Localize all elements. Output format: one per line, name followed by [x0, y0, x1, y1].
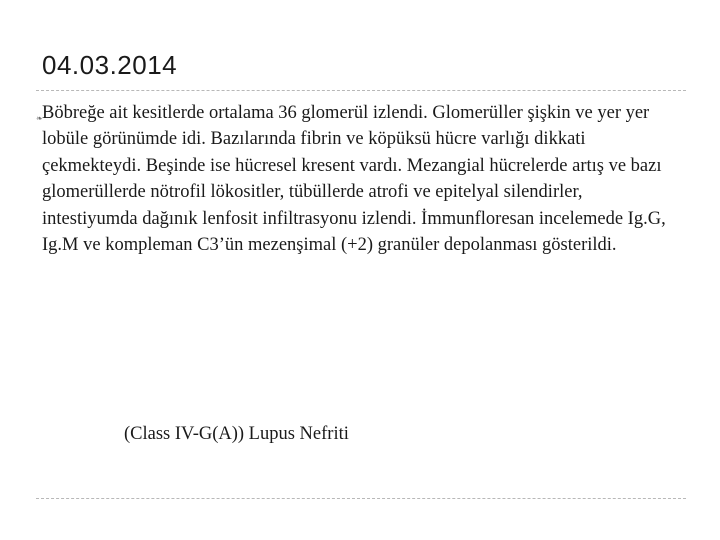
slide-title: 04.03.2014	[42, 50, 178, 80]
top-divider	[36, 90, 686, 91]
body-text: Böbreğe ait kesitlerde ortalama 36 glomerül izlendi. Glomerüller şişkin ve yer yer lobüle görünümde idi. Bazılarında fibrin ve köpüksü hücre varlığı dikkati çekmekteydi. Beşinde ise hücresel kresent vardı. Mezangial hücrelerde artış ve bazı glomerüllerde nötrofil lökositler, tübüllerde atrofi ve epitelyal silendirler, intestiyumda dağınık lenfosit infiltrasyonu izlendi. İmmunfloresan incelemede Ig.G, Ig.M ve kompleman C3’ün mezenşimal (+2) granüler depolanması gösterildi.	[42, 103, 666, 256]
diagnosis-caption: (Class IV-G(A)) Lupus Nefriti	[124, 424, 349, 444]
bottom-divider	[36, 498, 686, 499]
bullet-arrow-icon: ❧	[36, 114, 43, 123]
body-paragraph	[36, 100, 678, 258]
